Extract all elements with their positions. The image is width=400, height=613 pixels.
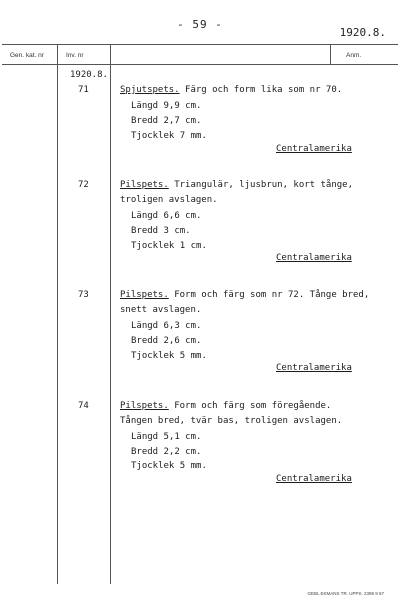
inventory-number: 71 [78,85,89,95]
inventory-number: 73 [78,290,89,300]
entry-line: troligen avslagen. [120,195,218,205]
column-divider-3 [330,44,331,64]
accession-series-header: 1920.8. [339,26,386,39]
measure-thickness: Tjocklek 5 mm. [131,461,207,471]
region-label: Centralamerika [276,253,352,263]
header-rule [2,64,398,65]
entry-line: Tången bred, tvär bas, troligen avslagen. [120,416,343,426]
page-number: - 59 - [177,18,223,31]
measure-width: Bredd 2,2 cm. [131,447,202,457]
entry-title: Pilspets. [120,180,169,190]
column-header-gen-kat: Gen. kat. nr [10,52,44,59]
printer-mark: GEBL EKMANS TR. UPPS. 2399 9 67 [307,591,384,596]
measure-length: Längd 6,6 cm. [131,211,202,221]
top-rule [2,44,398,45]
measure-width: Bredd 2,7 cm. [131,116,202,126]
measure-width: Bredd 3 cm. [131,226,191,236]
column-divider-2 [110,44,111,584]
measure-length: Längd 9,9 cm. [131,101,202,111]
entry-line: snett avslagen. [120,305,202,315]
measure-length: Längd 5,1 cm. [131,432,202,442]
entry-title: Pilspets. [120,401,169,411]
measure-thickness: Tjocklek 7 mm. [131,131,207,141]
inventory-number: 72 [78,180,89,190]
column-header-inv: Inv. nr [66,52,84,59]
entry-description [120,85,342,95]
entry-line: Form och färg som nr 72. Tånge bred, [174,290,370,300]
measure-length: Längd 6,3 cm. [131,321,202,331]
measure-thickness: Tjocklek 5 mm. [131,351,207,361]
entry-title: Pilspets. [120,290,169,300]
entry-title: Spjutspets. [120,85,180,95]
entry-description [120,180,353,190]
column-divider-1 [57,44,58,584]
entry-line: Form och färg som föregående. [174,401,332,411]
entry-description [120,401,331,411]
region-label: Centralamerika [276,474,352,484]
series-label: 1920.8. [70,70,108,80]
inventory-number: 74 [78,401,89,411]
entry-line: Triangulär, ljusbrun, kort tånge, [174,180,354,190]
measure-thickness: Tjocklek 1 cm. [131,241,207,251]
measure-width: Bredd 2,6 cm. [131,336,202,346]
column-header-anm: Anm. [346,52,362,59]
region-label: Centralamerika [276,144,352,154]
entry-line: Färg och form lika som nr 70. [185,85,343,95]
region-label: Centralamerika [276,363,352,373]
entry-description [120,290,369,300]
